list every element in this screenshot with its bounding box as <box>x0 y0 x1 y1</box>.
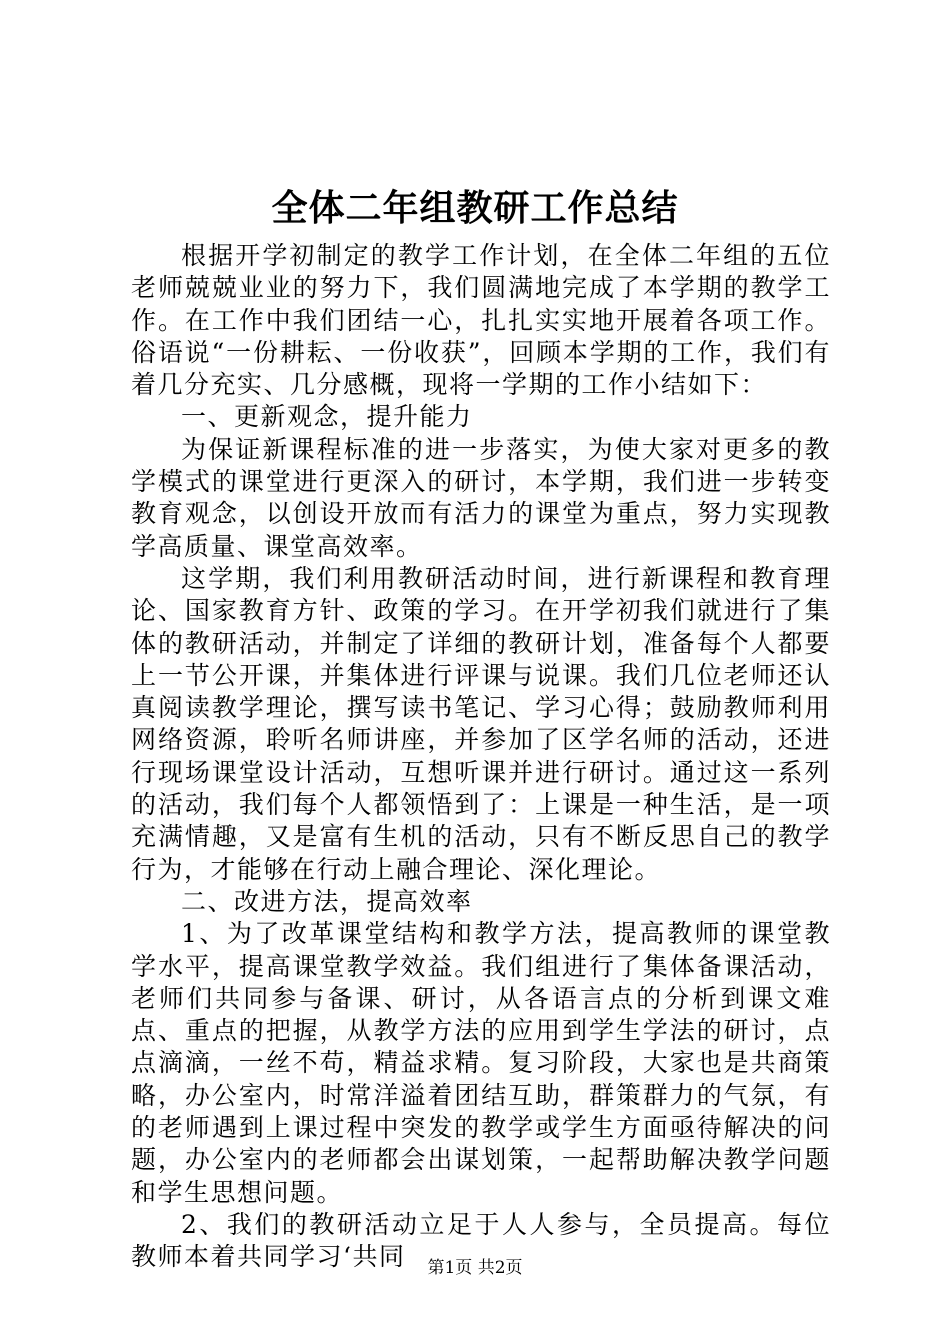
paragraph-3: 1、为了改革课堂结构和教学方法，提高教师的课堂教学水平，提高课堂教学效益。我们组进行了集体备课活动，老师们共同参与备课、研讨，从各语言点的分析到课文难点、重点的把握，从教学方法的应用到学生学法的研讨，点点滴滴，一丝不苟，精益求精。复习阶段，大家也是共商策略，办公室内，时常洋溢着团结互助，群策群力的气氛，有的老师遇到上课过程中突发的教学或学生方面亟待解决的问题，办公室内的老师都会出谋划策，一起帮助解决教学问题和学生思想问题。 <box>131 919 831 1207</box>
paragraph-2: 这学期，我们利用教研活动时间，进行新课程和教育理论、国家教育方针、政策的学习。在开学初我们就进行了集体的教研活动，并制定了详细的教研计划，准备每个人都要上一节公开课，并集体进行评课与说课。我们几位老师还认真阅读教学理论，撰写读书笔记、学习心得；鼓励教师利用网络资源，聆听名师讲座，并参加了区学名师的活动，还进行现场课堂设计活动，互想听课并进行研讨。通过这一系列的活动，我们每个人都领悟到了：上课是一种生活，是一项充满情趣，又是富有生机的活动，只有不断反思自己的教学行为，才能够在行动上融合理论、深化理论。 <box>131 563 831 884</box>
page-number-footer: 第1页 共2页 <box>427 1258 523 1278</box>
document-title: 全体二年组教研工作总结 <box>271 187 679 229</box>
document-body <box>131 240 831 1274</box>
paragraph-4: 2、我们的教研活动立足于人人参与，全员提高。每位教师本着共同学习‘共同 <box>131 1209 831 1272</box>
paragraph-intro: 根据开学初制定的教学工作计划，在全体二年组的五位老师兢兢业业的努力下，我们圆满地完成了本学期的教学工作。在工作中我们团结一心，扎扎实实地开展着各项工作。俗语说“一份耕耘、一份收获”，回顾本学期的工作，我们有着几分充实、几分感概，现将一学期的工作小结如下： <box>131 241 831 400</box>
section-heading-1: 一、更新观念，提升能力 <box>181 402 473 432</box>
paragraph-1: 为保证新课程标准的进一步落实，为使大家对更多的教学模式的课堂进行更深入的研讨，本学期，我们进一步转变教育观念，以创设开放而有活力的课堂为重点，努力实现教学高质量、课堂高效率。 <box>131 434 831 561</box>
section-heading-2: 二、改进方法，提高效率 <box>181 886 473 916</box>
